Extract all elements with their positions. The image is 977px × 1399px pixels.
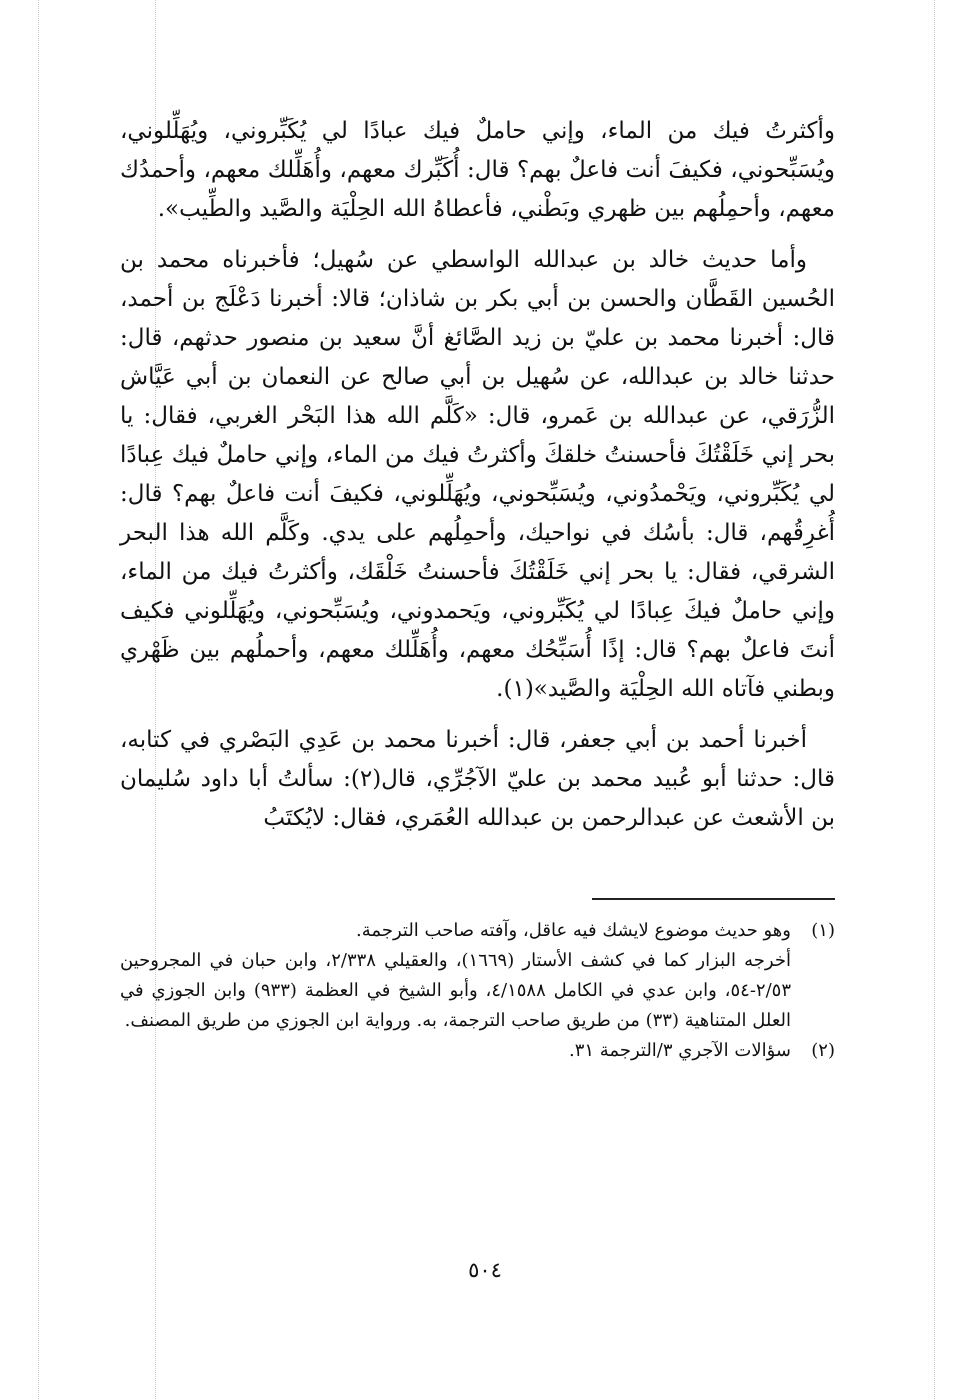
footnote-line: وهو حديث موضوع لايشك فيه عاقل، وآفته صاحب الترجمة. — [356, 920, 791, 941]
paragraph: وأما حديث خالد بن عبدالله الواسطي عن سُهيل؛ فأخبرناه محمد بن الحُسين القَطَّان والحسن بن أبي بكر بن شاذان؛ قالا: أخبرنا دَعْلَج بن أحمد، قال: أخبرنا محمد بن عليّ بن زيد الصَّائغ أنَّ سعيد بن منصور حدثهم، قال: حدثنا خالد بن عبدالله، عن سُهيل بن أبي صالح عن النعمان بن أبي عَيَّاش الزُّرَقي، عن عبدالله بن عَمرو، قال: «كَلَّم الله هذا البَحْر الغربي، فقال: يا بحر إني خَلَقْتُكَ فأحسنتُ خلقكَ وأكثرتُ فيك من الماء، وإني حاملٌ فيك عِبادًا لي يُكَبِّروني، ويَحْمدُوني، ويُسَبِّحوني، ويُهَلِّلوني، فكيفَ أنت فاعلٌ بهم؟ قال: أُغرِقُهم، قال: بأسُك في نواحيك، وأحمِلُهم على يدي. وكَلَّم الله هذا البحر الشرقي، فقال: يا بحر إني خَلَقْتُكَ فأحسنتُ خَلْقَك، وأكثرتُ فيك من الماء، وإني حاملٌ فيكَ عِبادًا لي يُكَبِّروني، ويَحمدوني، ويُسَبِّحوني، ويُهَلِّلوني فكيف أنتَ فاعلٌ بهم؟ قال: إذًا أُسَبِّحُك معهم، وأُهَلِّلك معهم، وأحملُهم بين ظَهْري وبطني فآتاه الله الحِلْيَة والصَّيد»(١). — [120, 247, 835, 702]
footnote-number: (٢) — [811, 1040, 835, 1061]
footnote — [120, 916, 835, 1036]
footnote — [120, 1036, 835, 1066]
scan-edge-line — [934, 0, 935, 1399]
paragraph: أخبرنا أحمد بن أبي جعفر، قال: أخبرنا محمد بن عَدِي البَصْري في كتابه، قال: حدثنا أبو عُبيد محمد بن عليّ الآجُرِّي، قال(٢): سألتُ أبا داود سُليمان بن الأشعث عن عبدالرحمن بن عبدالله العُمَري، فقال: لايُكتَبُ — [120, 727, 835, 831]
footnote-number: (١) — [811, 920, 835, 941]
footnotes — [120, 916, 835, 1066]
paragraph: وأكثرتُ فيك من الماء، وإني حاملٌ فيك عبادًا لي يُكَبِّروني، ويُهَلِّلوني، ويُسَبِّحوني، فكيفَ أنت فاعلٌ بهم؟ قال: أُكَبِّرك معهم، وأُهَلِّلك معهم، وأحمدُك معهم، وأحمِلُهم بين ظهري وبَطْني، فأعطاهُ الله الحِلْيَة والصَّيد والطِّيب». — [120, 118, 835, 222]
footnote-line: أخرجه البزار كما في كشف الأستار (١٦٦٩)، والعقيلي ٢/٣٣٨، وابن حبان في المجروحين ٢/٥٣-٥٤، وابن عدي في الكامل ٤/١٥٨٨، وأبو الشيخ في العظمة (٩٣٣) وابن الجوزي في العلل المتناهية (٣٣) من طريق صاحب الترجمة، به. ورواية ابن الجوزي من طريق المصنف. — [120, 950, 791, 1031]
scan-edge-line — [38, 0, 39, 1399]
footnote-text — [120, 916, 791, 1036]
footnote-line: سؤالات الآجري ٣/الترجمة ٣١. — [568, 1040, 791, 1061]
footnote-text — [120, 1036, 791, 1066]
footnote-separator — [592, 898, 835, 900]
main-text — [120, 112, 835, 850]
page-number: ٥٠٤ — [468, 1258, 502, 1282]
